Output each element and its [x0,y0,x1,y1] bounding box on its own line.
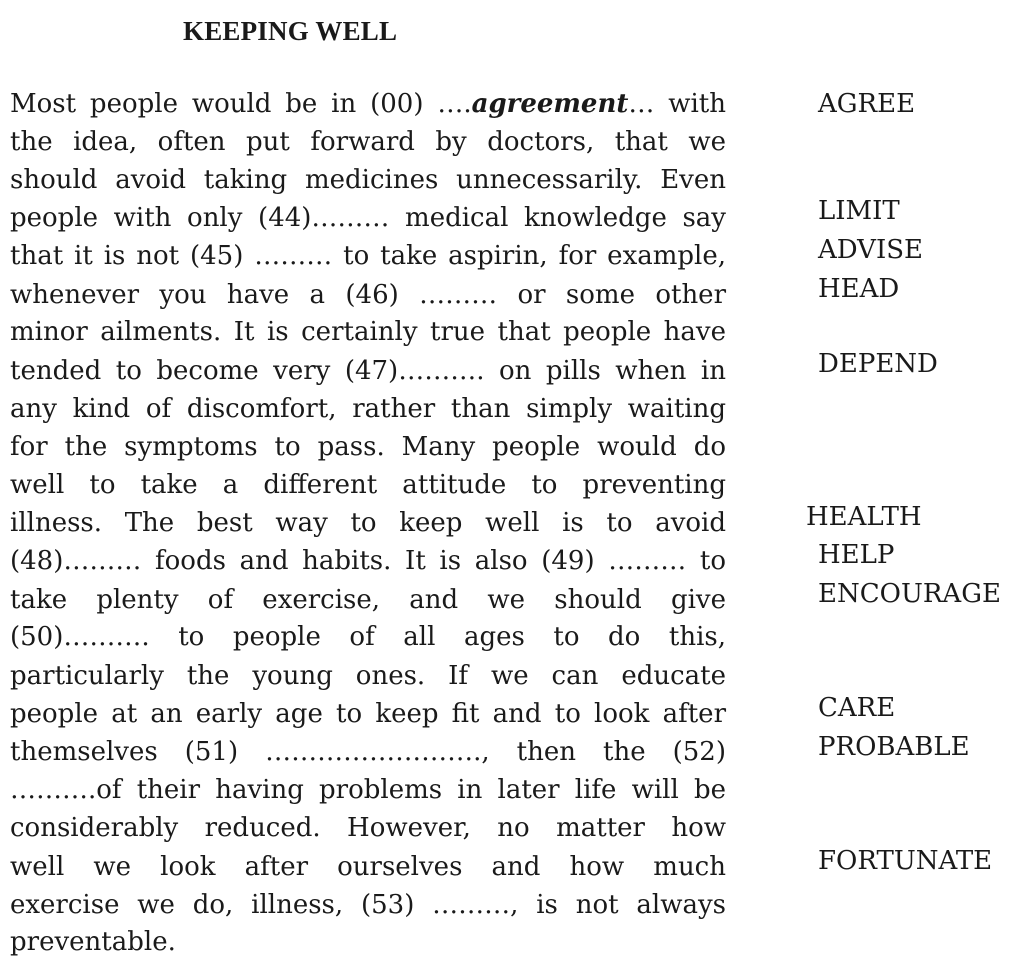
text-line: preventable. [10,927,176,957]
text-line: should avoid taking medicines unnecessarily. Even [10,165,726,195]
word-prompt: ADVISE [818,235,924,265]
word-prompt: AGREE [818,89,916,119]
text-line: illness. The best way to keep well is to avoid [10,508,726,538]
word-prompt: PROBABLE [818,732,970,762]
text-line: tended to become very (47)………. on pills when in [10,356,726,386]
text-line: considerably reduced. However, no matter how [10,813,726,843]
text-line: particularly the young ones. If we can educate [10,661,726,691]
text-line: (50)………. to people of all ages to do this, [10,622,726,652]
text-line: people with only (44)……… medical knowledge say [10,203,726,233]
text-line: any kind of discomfort, rather than simply waiting [10,394,726,424]
text-line: for the symptoms to pass. Many people would do [10,432,726,462]
text-line: the idea, often put forward by doctors, that we [10,127,726,157]
word-prompt: DEPEND [818,349,938,379]
text-line-example [10,89,726,119]
word-prompt: LIMIT [818,196,900,226]
word-prompt: HEALTH [806,502,922,532]
text-line: themselves (51) ……………………., then the (52) [10,737,726,767]
text-line: ……….of their having problems in later life will be [10,775,726,805]
page-title: KEEPING WELL [183,16,398,46]
word-prompt: HELP [818,540,895,570]
text-line: well to take a different attitude to preventing [10,470,726,500]
text-line: minor ailments. It is certainly true that people have [10,317,726,347]
example-answer: agreement [471,89,629,119]
text-line: (48)……… foods and habits. It is also (49) ……… to [10,546,726,576]
word-prompt: CARE [818,693,896,723]
example-before: Most people would be in (00) …. [10,89,472,119]
text-line: exercise we do, illness, (53) ………, is not always [10,890,726,920]
text-line: take plenty of exercise, and we should give [10,585,726,615]
text-line: people at an early age to keep fit and to look after [10,699,726,729]
text-line: well we look after ourselves and how much [10,852,726,882]
word-prompt: ENCOURAGE [818,579,1001,609]
text-line: whenever you have a (46) ……… or some other [10,280,726,310]
text-line: that it is not (45) ……… to take aspirin, for example, [10,241,726,271]
word-prompt: HEAD [818,274,900,304]
example-after: … with [628,89,726,119]
word-prompt: FORTUNATE [818,846,993,876]
